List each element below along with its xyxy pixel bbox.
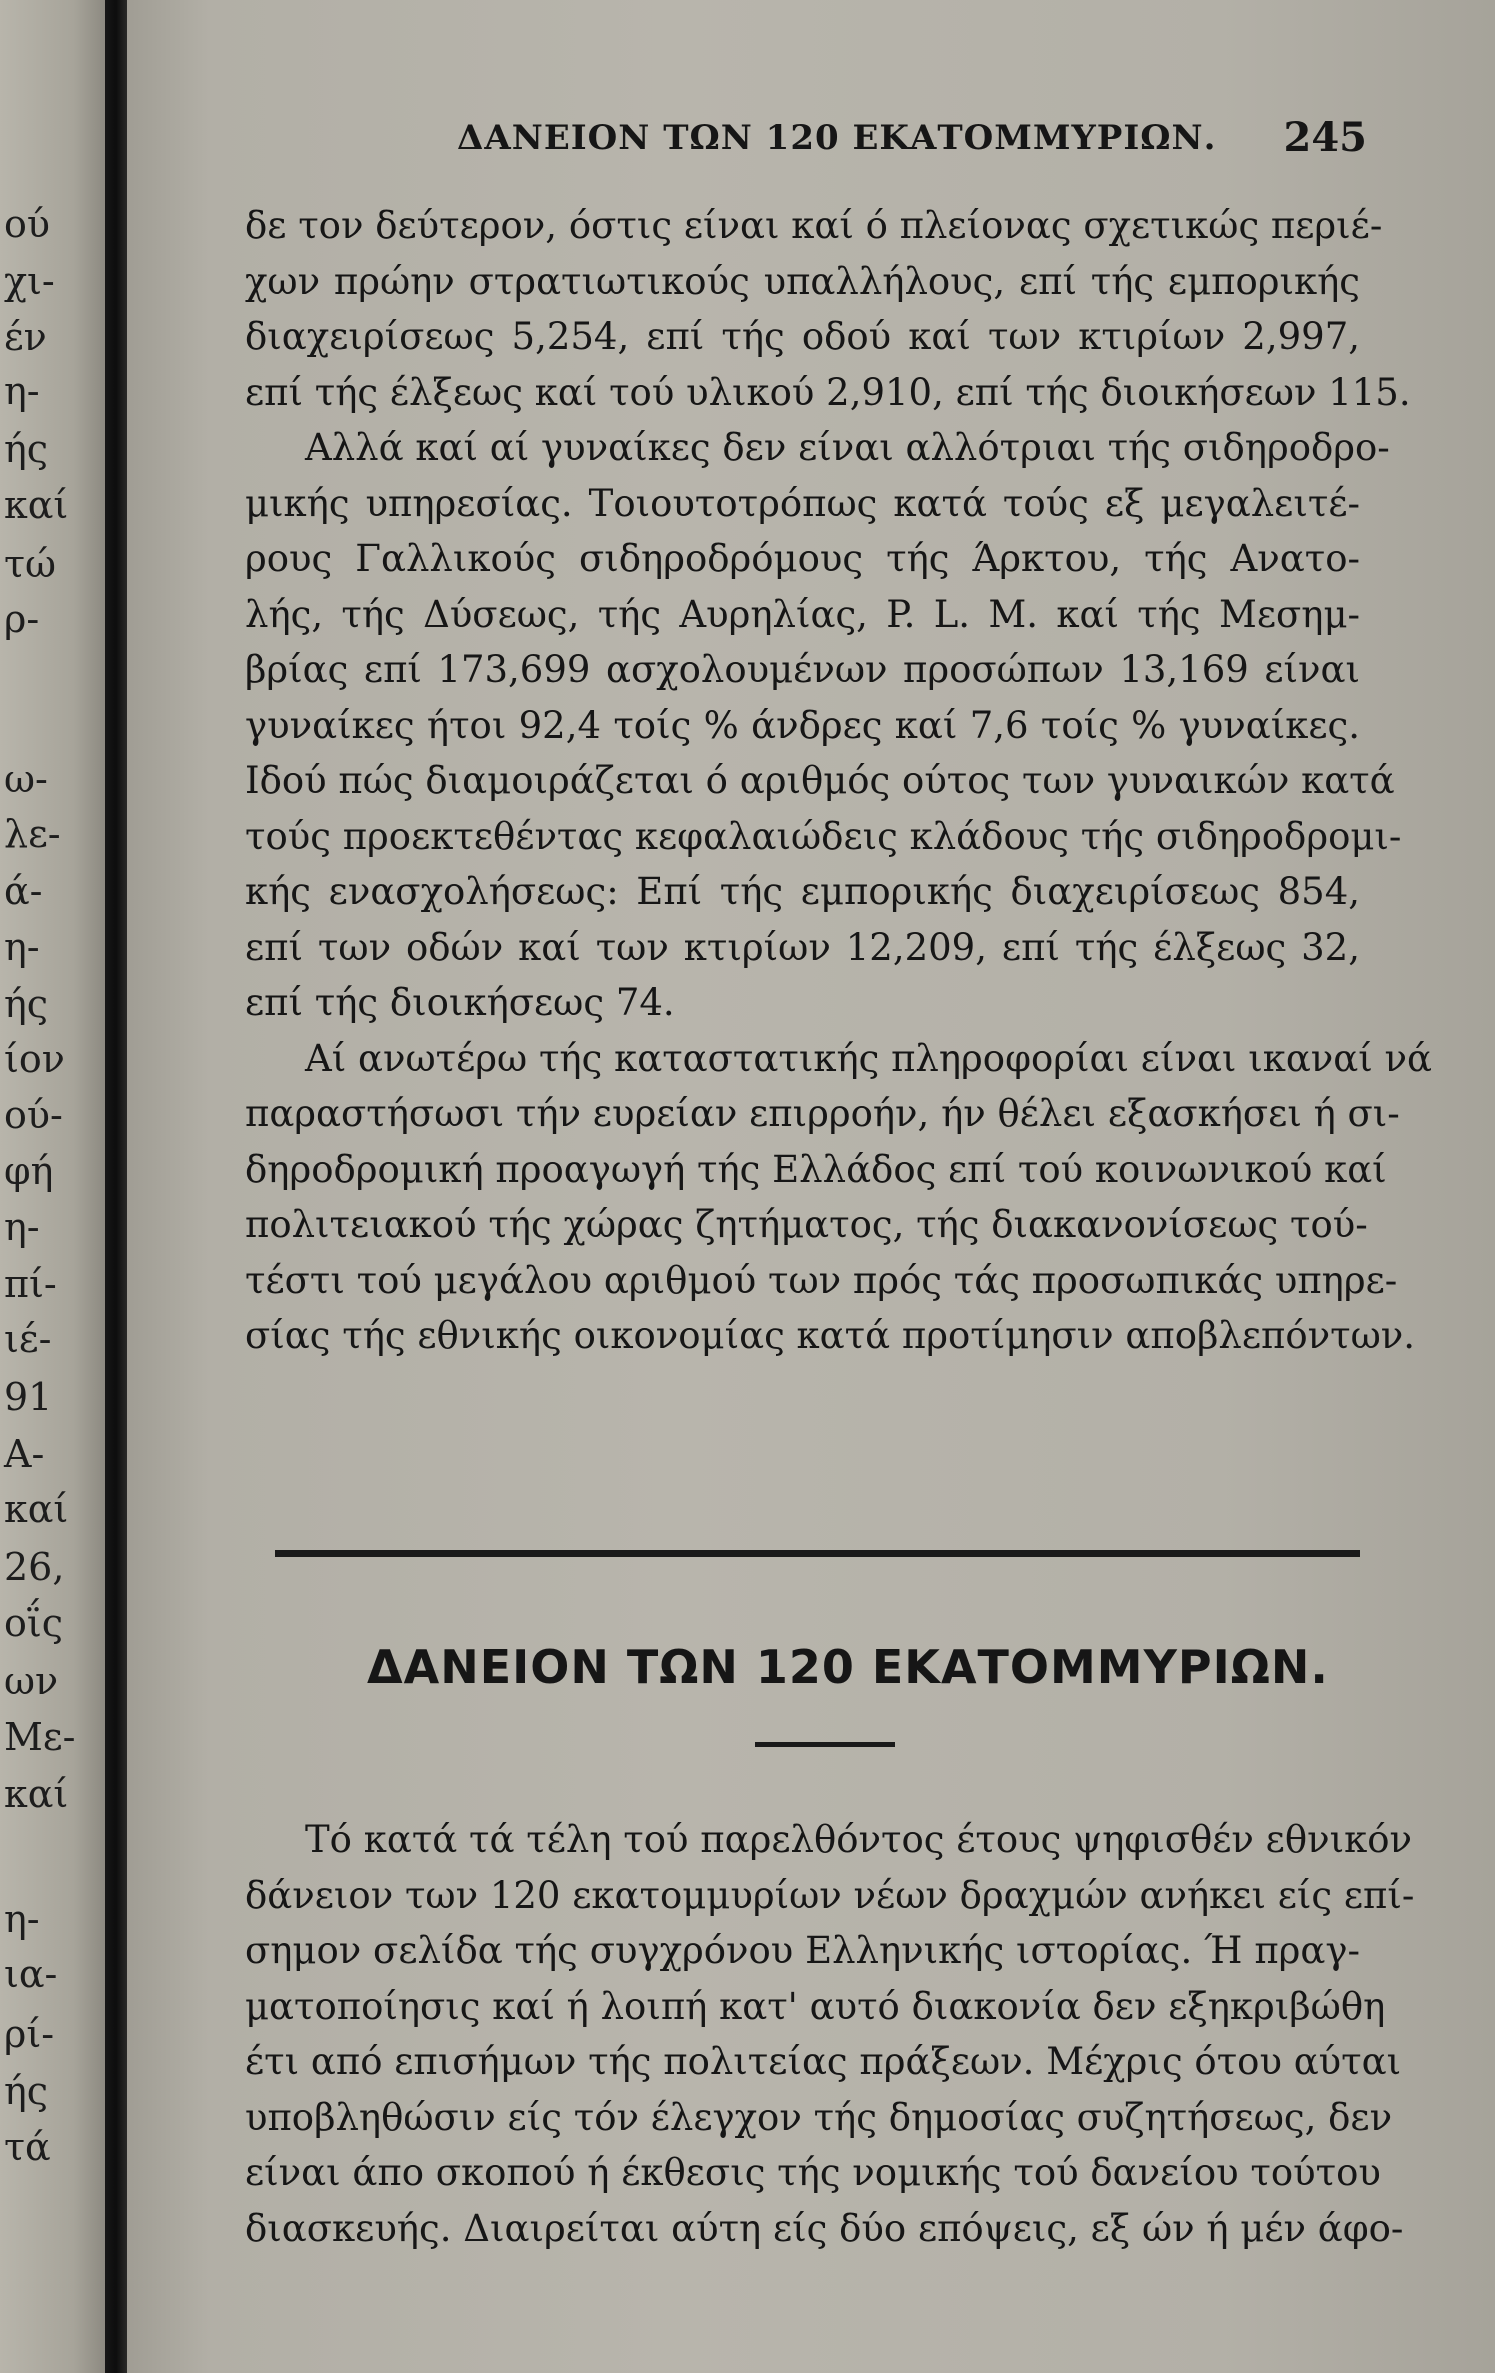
text-line: σημον σελίδα τής συγχρόνου Ελληνικής ιστορίας. Ή πραγ- <box>245 1929 1360 1972</box>
text-line: είναι άπο σκοπού ή έκθεσις τής νομικής τού δανείου τούτου <box>245 2151 1381 2194</box>
text-line: δε τον δεύτερον, όστις είναι καί ό πλείονας σχετικώς περιέ- <box>245 204 1383 247</box>
margin-fragment: ιέ- <box>4 1317 52 1361</box>
book-spine <box>105 0 127 2373</box>
margin-fragment: ω- <box>4 757 48 801</box>
body-text-top <box>245 198 1433 1364</box>
margin-fragment: χι- <box>4 259 55 303</box>
text-line: Ιδού πώς διαμοιράζεται ό αριθμός ούτος των γυναικών κατά <box>245 759 1395 802</box>
margin-fragment: ρί- <box>4 2012 55 2056</box>
margin-fragment: καί <box>4 1487 69 1531</box>
text-line: παραστήσωσι τήν ευρείαν επιρροήν, ήν θέλει εξασκήσει ή σι- <box>245 1092 1400 1135</box>
margin-fragment: πί- <box>4 1262 57 1306</box>
margin-fragment: οΐς <box>4 1601 64 1645</box>
text-line: γυναίκες ήτοι 92,4 τοίς % άνδρες καί 7,6 τοίς % γυναίκες. <box>245 703 1360 747</box>
text-line: επί τής διοικήσεως 74. <box>245 981 675 1024</box>
text-line: ρους Γαλλικούς σιδηροδρόμους τής Άρκτου, τής Ανατο- <box>245 537 1360 580</box>
page-number: 245 <box>1283 114 1367 161</box>
margin-fragment: φή <box>4 1149 54 1193</box>
text-line: ματοποίησις καί ή λοιπή κατ' αυτό διακονία δεν εξηκριβώθη <box>245 1984 1386 2028</box>
margin-fragment: ίον <box>4 1037 65 1081</box>
text-line: λής, τής Δύσεως, τής Αυρηλίας, P. L. M. καί τής Μεσημ- <box>245 592 1360 636</box>
body-text-bottom <box>245 1812 1415 2256</box>
text-line: δάνειον των 120 εκατομμυρίων νέων δραχμών ανήκει είς επί- <box>245 1873 1415 1917</box>
margin-fragment: ων <box>4 1659 59 1703</box>
margin-fragment: καί <box>4 1772 69 1816</box>
text-line: υποβληθώσιν είς τόν έλεγχον τής δημοσίας συζητήσεως, δεν <box>245 2095 1393 2139</box>
text-line: βρίας επί 173,699 ασχολουμένων προσώπων 13,169 είναι <box>245 648 1360 691</box>
text-line: χων πρώην στρατιωτικούς υπαλλήλους, επί τής εμπορικής <box>245 259 1360 303</box>
margin-fragment: η- <box>4 1897 40 1941</box>
margin-fragment: η- <box>4 925 40 969</box>
text-line: διασκευής. Διαιρείται αύτη είς δύο επόψεις, εξ ών ή μέν άφο- <box>245 2206 1404 2250</box>
title-underline <box>755 1742 895 1747</box>
margin-fragment: έν <box>4 315 47 359</box>
running-head <box>127 114 1495 168</box>
margin-fragment: καί <box>4 483 69 527</box>
margin-fragment: λε- <box>4 812 61 856</box>
margin-fragment: ής <box>4 2069 49 2113</box>
margin-fragment: ού <box>4 202 50 246</box>
running-title: ΔΑΝΕΙΟΝ ΤΩΝ 120 ΕΚΑΤΟΜΜΥΡΙΩΝ. <box>457 118 1217 158</box>
margin-fragment: η- <box>4 1205 40 1249</box>
margin-fragment: ού- <box>4 1093 63 1137</box>
margin-fragment: τά <box>4 2125 51 2169</box>
text-line: δηροδρομική προαγωγή τής Ελλάδος επί τού κοινωνικού καί <box>245 1147 1387 1191</box>
section-title: ΔΑΝΕΙΟΝ ΤΩΝ 120 ΕΚΑΤΟΜΜΥΡΙΩΝ. <box>367 1640 1329 1694</box>
text-line: Αλλά καί αί γυναίκες δεν είναι αλλότριαι τής σιδηροδρο- <box>305 426 1390 469</box>
text-line: κής ενασχολήσεως: Επί τής εμπορικής διαχειρίσεως 854, <box>245 870 1360 913</box>
previous-page-edge <box>0 0 105 2373</box>
margin-fragment: Με- <box>4 1715 76 1759</box>
margin-fragment: ής <box>4 982 49 1026</box>
book-page <box>127 0 1495 2373</box>
section-divider-rule <box>275 1550 1360 1557</box>
margin-fragment: ά- <box>4 869 43 913</box>
text-line: Αί ανωτέρω τής καταστατικής πληροφορίαι είναι ικαναί νά <box>305 1036 1433 1080</box>
margin-fragment: η- <box>4 369 40 413</box>
margin-fragment: τώ <box>4 542 57 586</box>
margin-fragment: 91 <box>4 1375 53 1419</box>
text-line: μικής υπηρεσίας. Τοιουτοτρόπως κατά τούς εξ μεγαλειτέ- <box>245 481 1360 525</box>
text-line: επί των οδών καί των κτιρίων 12,209, επί τής έλξεως 32, <box>245 925 1360 969</box>
margin-fragment: ια- <box>4 1952 58 1996</box>
text-line: σίας τής εθνικής οικονομίας κατά προτίμησιν αποβλεπόντων. <box>245 1314 1415 1357</box>
text-line: πολιτειακού τής χώρας ζητήματος, τής διακανονίσεως τού- <box>245 1203 1368 1246</box>
text-line: έτι από επισήμων τής πολιτείας πράξεων. Μέχρις ότου αύται <box>245 2040 1402 2083</box>
text-line: Τό κατά τά τέλη τού παρελθόντος έτους ψηφισθέν εθνικόν <box>305 1818 1413 1861</box>
margin-fragment: ής <box>4 427 49 471</box>
text-line: επί τής έλξεως καί τού υλικού 2,910, επί τής διοικήσεων 115. <box>245 370 1411 414</box>
text-line: διαχειρίσεως 5,254, επί τής οδού καί των κτιρίων 2,997, <box>245 315 1360 358</box>
margin-fragment: 26, <box>4 1545 65 1589</box>
text-line: τέστι τού μεγάλου αριθμού των πρός τάς προσωπικάς υπηρε- <box>245 1258 1398 1302</box>
text-line: τούς προεκτεθέντας κεφαλαιώδεις κλάδους τής σιδηροδρομι- <box>245 814 1402 858</box>
margin-fragment: ρ- <box>4 597 40 641</box>
margin-fragment: Α- <box>4 1432 45 1476</box>
